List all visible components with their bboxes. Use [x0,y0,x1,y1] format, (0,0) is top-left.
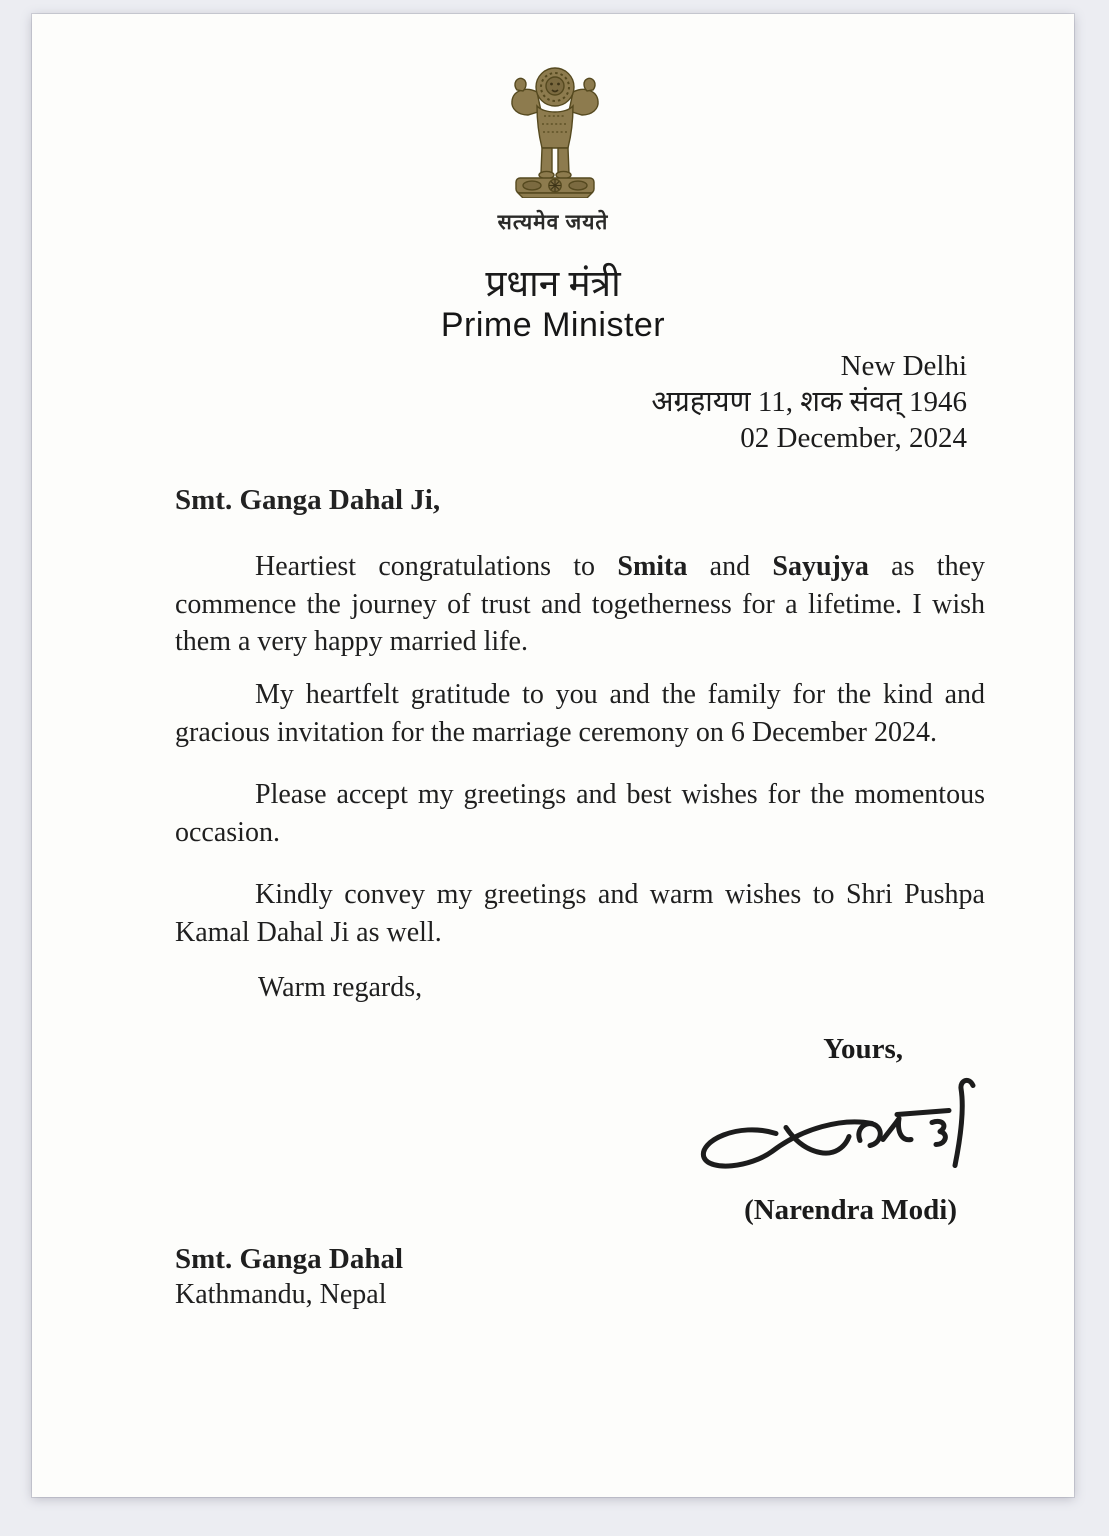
narendra-modi-signature-icon [692,1072,982,1180]
paragraph-gratitude: My heartfelt gratitude to you and the family for the kind and gracious invitation for the marriage ceremony on 6 December 2024. [175,679,985,748]
groom-name: Sayujya [772,551,869,582]
addressee-name: Smt. Ganga Dahal [175,1243,404,1275]
bride-name: Smita [617,551,688,582]
dateline-gregorian-date: 02 December, 2024 [740,422,967,454]
signer-name: (Narendra Modi) [744,1194,957,1226]
salutation: Smt. Ganga Dahal Ji, [175,484,441,516]
paragraph-convey-greetings: Kindly convey my greetings and warm wishes to Shri Pushpa Kamal Dahal Ji as well. [175,879,985,948]
paragraph-best-wishes: Please accept my greetings and best wishes for the momentous occasion. [175,779,985,848]
lion-capital-of-ashoka-icon [503,58,607,198]
paragraph-text: Heartiest congratulations to [255,551,618,582]
paragraph-text: as they commence the journey of trust and togetherness for a lifetime. I wish them a very happy married life. [175,551,986,657]
title-devanagari: प्रधान मंत्री [485,264,621,305]
valediction-yours: Yours, [823,1033,903,1065]
dateline-hindi-date: अग्रहायण 11, शक संवत् 1946 [651,386,967,418]
paragraph-text: and [687,551,773,582]
dateline [651,348,967,456]
paragraph-congratulations [175,548,985,661]
addressee-block [175,1242,403,1312]
motto-satyameva-jayate: सत्यमेव जयते [497,210,609,234]
dateline-place: New Delhi [840,350,967,382]
addressee-location: Kathmandu, Nepal [175,1279,387,1310]
closing-warm-regards: Warm regards, [258,972,423,1003]
title-prime-minister: Prime Minister [440,306,666,344]
letter-paper [32,14,1074,1497]
